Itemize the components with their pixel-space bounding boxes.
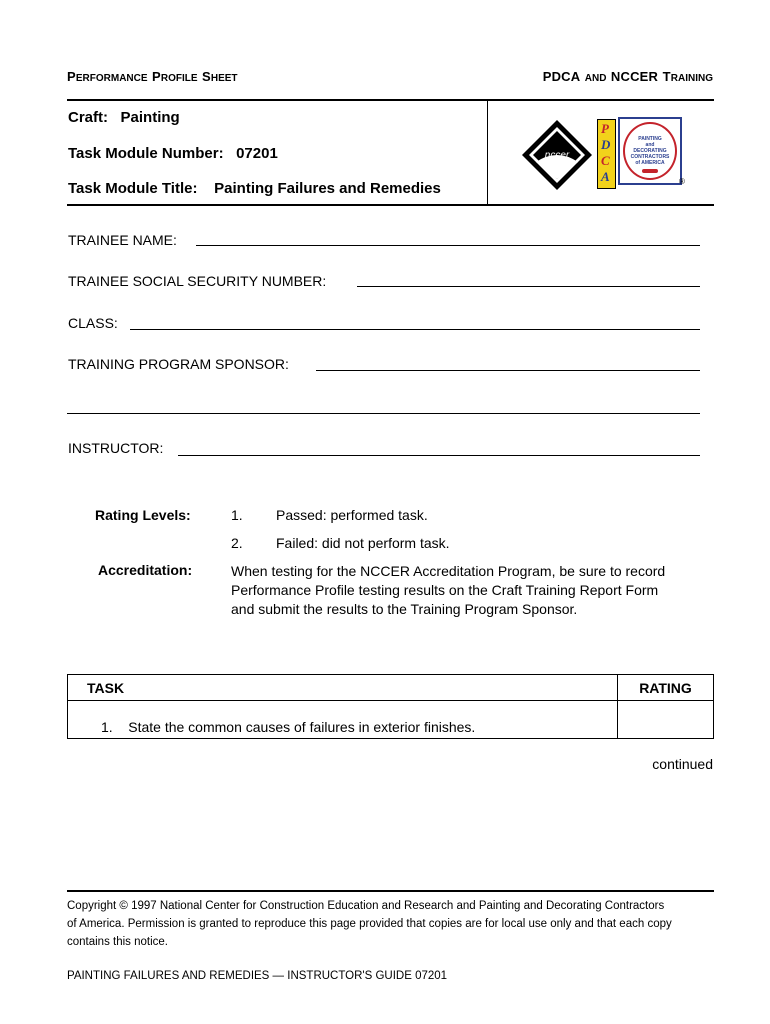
- class-line[interactable]: [130, 329, 700, 330]
- trainee-name-line[interactable]: [196, 245, 700, 246]
- page-footer: PAINTING FAILURES AND REMEDIES — INSTRUCTOR'S GUIDE 07201: [67, 970, 448, 982]
- pdca-letter-d: D: [601, 137, 611, 152]
- sponsor-line[interactable]: [316, 370, 700, 371]
- rating-column-header: RATING: [618, 675, 714, 701]
- instructor-label: INSTRUCTOR:: [68, 440, 164, 456]
- header-top-rule: [67, 99, 714, 101]
- module-title-row: Task Module Title: Painting Failures and Remedies: [68, 180, 441, 197]
- pdca-badge: [618, 117, 682, 185]
- class-label: CLASS:: [68, 315, 118, 331]
- rating-cell[interactable]: [618, 701, 714, 739]
- rating-item-1-num: 1.: [231, 507, 243, 523]
- pdca-letter-c: C: [601, 153, 610, 168]
- accreditation-text: When testing for the NCCER Accreditation Program, be sure to record Performance Profile testing results on the Craft Training Report Form and submit the results to the Training Program Sponsor.: [231, 563, 666, 617]
- pdca-badge-inner: PAINTING and DECORATING CONTRACTORS of AMERICA: [623, 122, 677, 180]
- task-table: [67, 674, 714, 739]
- table-row: [68, 701, 714, 739]
- task-column-header: TASK: [68, 675, 618, 701]
- rating-levels-label: Rating Levels:: [95, 507, 191, 523]
- sponsor-label: TRAINING PROGRAM SPONSOR:: [68, 356, 289, 372]
- rating-item-2-num: 2.: [231, 535, 243, 551]
- rating-item-2-text: Failed: did not perform task.: [276, 535, 450, 551]
- header-bottom-rule: [67, 204, 714, 206]
- continued-note: continued: [652, 756, 713, 772]
- sponsor-line-2[interactable]: [67, 413, 700, 414]
- header-left-title: PERFORMANCE PROFILE SHEET: [67, 69, 238, 84]
- copyright-notice: Copyright © 1997 National Center for Construction Education and Research and Painting and Decorating Contractors of America. Permission is granted to reproduce this page provided that copies are for local use only and that each copy contains this notice.: [67, 900, 672, 948]
- pdca-letter-a: A: [601, 169, 610, 184]
- header-right-title: PDCA AND NCCER TRAINING: [542, 69, 713, 84]
- copyright-rule: [67, 890, 714, 892]
- pdca-badge-swoosh: [642, 169, 658, 173]
- header-divider: [487, 101, 488, 204]
- ssn-line[interactable]: [357, 286, 700, 287]
- accreditation-label: Accreditation:: [98, 562, 193, 578]
- craft-row: Craft: Painting: [68, 109, 180, 126]
- pdca-column: [597, 119, 616, 189]
- rating-item-1-text: Passed: performed task.: [276, 507, 428, 523]
- task-cell: 1. State the common causes of failures in exterior finishes.: [68, 701, 618, 739]
- nccer-logo-text: nccer: [544, 150, 570, 161]
- nccer-logo: [520, 118, 594, 192]
- ssn-label: TRAINEE SOCIAL SECURITY NUMBER:: [68, 273, 327, 289]
- module-number-row: Task Module Number: 07201: [68, 145, 278, 162]
- task-table-header: [68, 675, 714, 701]
- pdca-letter-p: P: [601, 121, 609, 136]
- trainee-name-label: TRAINEE NAME:: [68, 232, 177, 248]
- instructor-line[interactable]: [178, 455, 700, 456]
- registered-mark: ®: [679, 177, 685, 186]
